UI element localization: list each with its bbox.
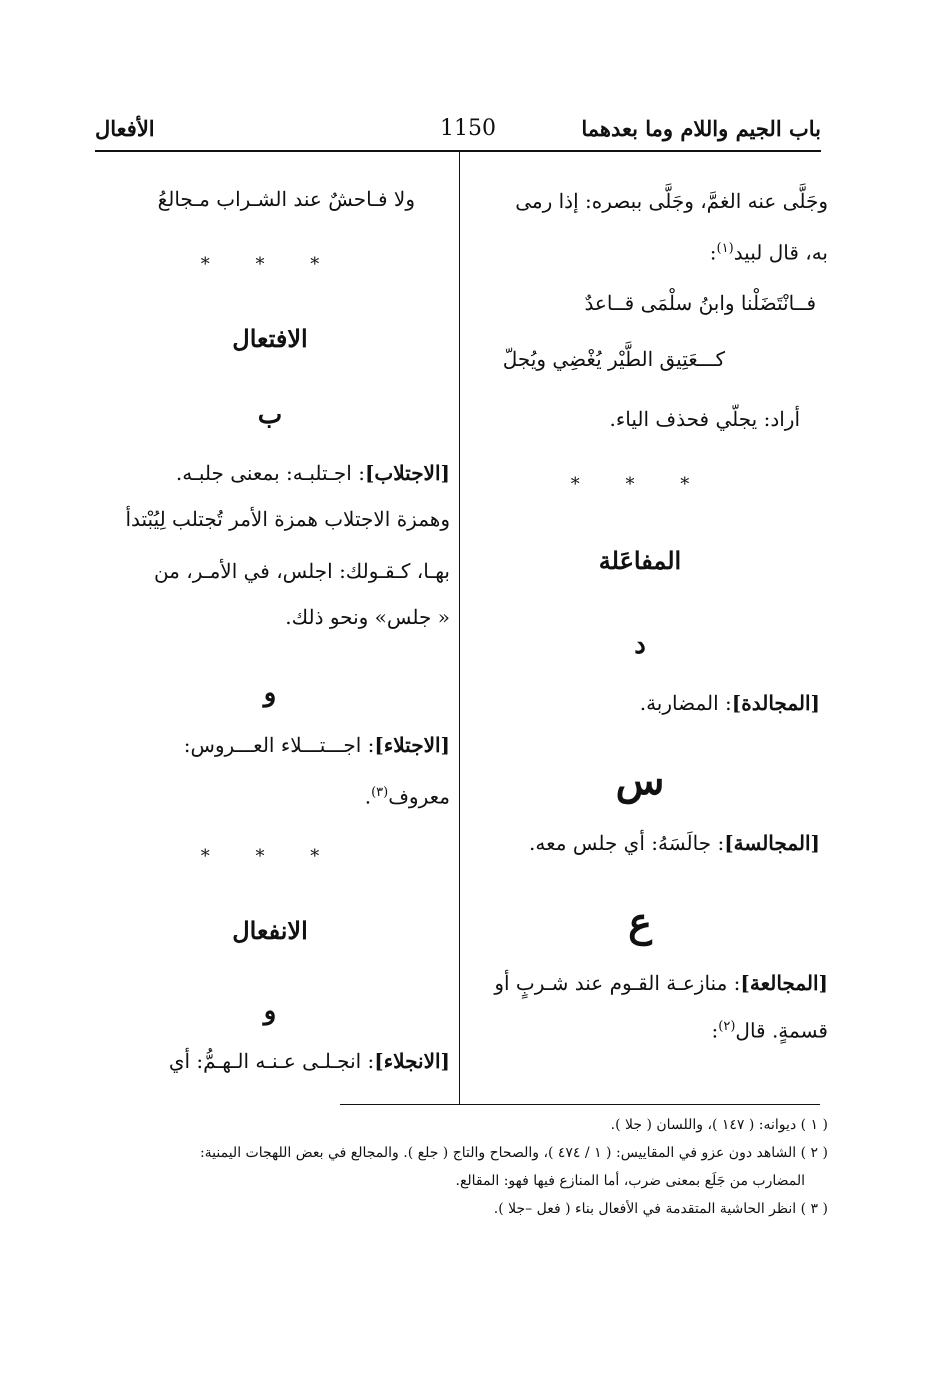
- entry-mujalada: [460, 686, 820, 720]
- section-title-mufaala: المفاعَلة: [598, 546, 682, 575]
- stars-divider: * * *: [200, 254, 340, 275]
- footnote-rule: [340, 1104, 820, 1105]
- footnote-ref-1: (١): [716, 241, 734, 256]
- ijtilab-line-4: « جلس» ونحو ذلك.: [285, 605, 450, 629]
- term-mujalada: [المجالدة]: [731, 691, 820, 715]
- ijtila-line-2: [90, 776, 450, 814]
- mujalaa-line-2-tail: :: [711, 1018, 719, 1043]
- mujalaa-line-2-text: قسمةٍ. قال: [735, 1018, 828, 1043]
- def-mujalaa: : منازعـة القـوم عند شـربٍ أو: [494, 971, 741, 995]
- ijtila-line-2-text: معروف: [388, 784, 450, 809]
- footnote-ref-3: (٣): [371, 785, 389, 800]
- header-rule: [95, 150, 821, 152]
- entry-mujalasa: [460, 826, 820, 860]
- footnote-1: ( ١ ) ديوانه: ( ١٤٧ )، واللسان ( جلا ).: [610, 1117, 828, 1133]
- footnote-ref-2: (٢): [718, 1019, 736, 1034]
- term-mujalasa: [المجالسة]: [724, 831, 820, 855]
- page-header: [95, 112, 821, 152]
- footnote-2-continued: المضارب من جَلَع بمعنى ضرب، أما المنازع فيها فهو: المقالع.: [455, 1173, 805, 1189]
- def-ijtilab: : اجـتلبـه: بمعنى جلبـه.: [175, 461, 365, 485]
- right-line-1: وجَلَّى عنه الغمَّ، وجَلَّى ببصره: إذا رمى: [515, 189, 828, 213]
- verse-line-3: ولا فـاحشٌ عند الشـراب مـجالعُ: [157, 187, 415, 211]
- letter-heading-waw-2: و: [263, 996, 277, 1026]
- entry-ijtilab: [90, 456, 450, 490]
- footnote-2: ( ٢ ) الشاهد دون عزو في المقاييس: ( ١ / ٤٧٤ )، والصحاح والتاج ( جلع ). والمجالع في بعض اللهجات اليمنية:: [199, 1145, 828, 1161]
- entry-mujalaa-line-2: [468, 1010, 828, 1048]
- right-line-3: أراد: يجلّي فحذف الياء.: [609, 407, 800, 431]
- entry-injila: [90, 1044, 450, 1078]
- stars-divider: * * *: [570, 474, 710, 495]
- page-number: 1150: [440, 116, 496, 141]
- letter-heading-ain: ع: [628, 899, 652, 946]
- stars-divider: * * *: [200, 846, 340, 867]
- letter-heading-ba: ب: [257, 400, 283, 430]
- letter-heading-waw: و: [263, 678, 277, 708]
- term-mujalaa: [المجالعة]: [740, 971, 828, 995]
- header-section-title: الأفعال: [95, 116, 155, 141]
- header-chapter-title: باب الجيم واللام وما بعدهما: [581, 116, 821, 141]
- ijtila-line-2-tail: .: [364, 784, 372, 809]
- term-injila: [الانجلاء]: [374, 1049, 450, 1073]
- entry-mujalaa: [468, 966, 828, 1000]
- section-title-infial: الانفعال: [232, 916, 308, 945]
- letter-heading-dal: د: [634, 630, 646, 660]
- section-title-iftial: الافتعال: [232, 324, 308, 353]
- right-line-2-tail: :: [709, 240, 717, 265]
- def-mujalada: : المضاربة.: [639, 691, 732, 715]
- ijtilab-line-3: بهـا، كـقـولك: اجلس، في الأمـر، من: [153, 559, 450, 583]
- def-mujalasa: : جالَسَهُ: أي جلس معه.: [529, 831, 725, 855]
- verse-line-2: كـــعَتِيق الطَّيْر يُغْضِي ويُجلّ: [502, 347, 725, 371]
- footnote-3: ( ٣ ) انظر الحاشية المتقدمة في الأفعال بناء ( فعل –جلا ).: [493, 1201, 828, 1217]
- entry-ijtila: [90, 728, 450, 762]
- def-ijtila: : اجـــتـــلاء العـــروس:: [183, 733, 375, 757]
- ijtilab-line-2: وهمزة الاجتلاب همزة الأمر تُجتلب لِيُبْتدأ: [125, 507, 450, 531]
- right-line-2: [468, 232, 828, 270]
- letter-heading-sin: س: [615, 757, 665, 804]
- term-ijtila: [الاجتلاء]: [374, 733, 450, 757]
- def-injila: : انجـلـى عـنـه الـهـمُّ: أي: [168, 1049, 375, 1073]
- right-line-2-text: به، قال لبيد: [733, 240, 828, 265]
- term-ijtilab: [الاجتلاب]: [364, 461, 450, 485]
- verse-line-1: فــانْتَضَلْنا وابنُ سلْمَى قــاعدٌ: [584, 291, 816, 315]
